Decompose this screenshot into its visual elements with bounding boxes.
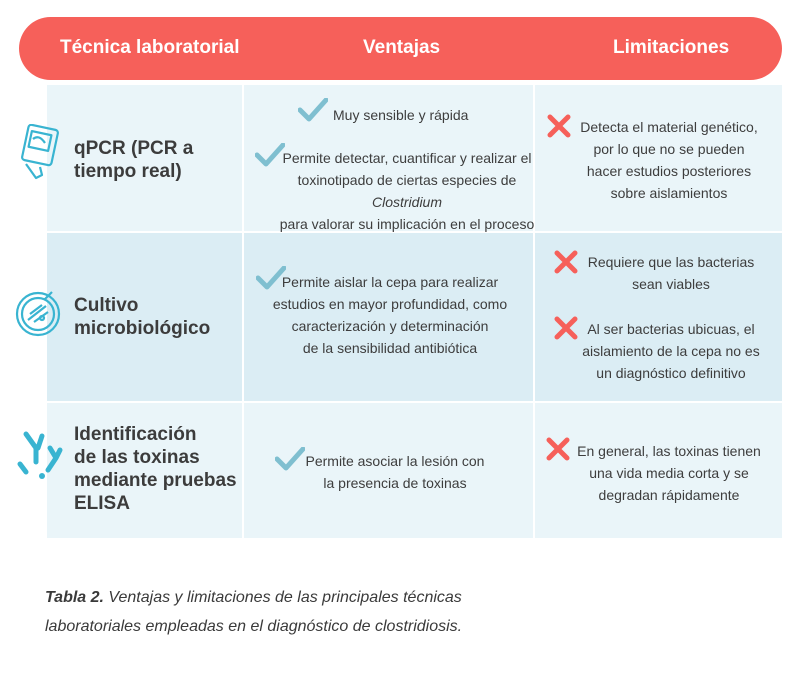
caption-text: Ventajas y limitaciones de las principales técnicas laboratoriales empleadas en el diagnóstico de clostridiosis. [45,589,463,635]
text-line: Al ser bacterias ubicuas, el [587,321,755,337]
technique-name-elisa [74,423,237,515]
header-advantages: Ventajas [363,37,441,58]
antibody-icon [16,430,64,482]
limitation-item [585,251,757,295]
advantage-item [262,147,552,235]
text-line: Permite aislar la cepa para realizar [281,274,499,290]
text-line: sobre aislamientos [610,185,728,201]
text-line: la presencia de toxinas [323,475,467,491]
check-icon [298,98,328,122]
text-line: En general, las toxinas tienen [577,443,761,459]
text-line: Permite detectar, cuantificar y realizar el [282,150,532,166]
text-line: toxinotipado de ciertas especies de Clostridium [297,172,517,210]
limitation-item [578,116,760,204]
text-line: sean viables [632,276,710,292]
technique-line: microbiológico [74,318,211,339]
cross-icon [546,113,572,139]
text-line: de la sensibilidad antibiótica [302,340,478,356]
text-line: un diagnóstico definitivo [596,365,746,381]
technique-name-qpcr [74,137,193,183]
technique-line: Cultivo [74,295,139,316]
text-line: Permite asociar la lesión con [305,453,485,469]
technique-line: ELISA [74,493,130,514]
text-line: una vida media corta y se [589,465,749,481]
header-limitations: Limitaciones [613,37,730,58]
advantage-item [300,450,490,494]
cross-icon [553,315,579,341]
cross-icon [545,436,571,462]
caption-label: Tabla 2. [45,589,104,606]
text-line: estudios en mayor profundidad, como [272,296,508,312]
text-line: por lo que no se pueden [593,141,745,157]
advantage-item [270,271,510,359]
text-line: para valorar su implicación en el proceso [279,216,535,232]
table-header [19,17,782,80]
pcr-device-icon [16,124,60,182]
cross-icon [553,249,579,275]
technique-line: de las toxinas [74,447,200,468]
advantage-item: Muy sensible y rápida [333,107,469,123]
limitation-item [582,318,760,384]
technique-line: qPCR (PCR a [74,138,194,159]
text-line: Requiere que las bacterias [587,254,755,270]
text-line: degradan rápidamente [598,487,740,503]
table-caption [45,583,465,641]
technique-line: tiempo real) [74,161,182,182]
text-line: caracterización y determinación [291,318,489,334]
text-line: Detecta el material genético, [580,119,758,135]
technique-line: Identificación [74,424,197,445]
header-technique: Técnica laboratorial [60,37,240,58]
technique-name-cultivo [74,294,210,340]
limitation-item [574,440,764,506]
petri-dish-icon [14,290,62,338]
text-line: aislamiento de la cepa no es [582,343,760,359]
technique-line: mediante pruebas [74,470,237,491]
text-line: hacer estudios posteriores [586,163,752,179]
